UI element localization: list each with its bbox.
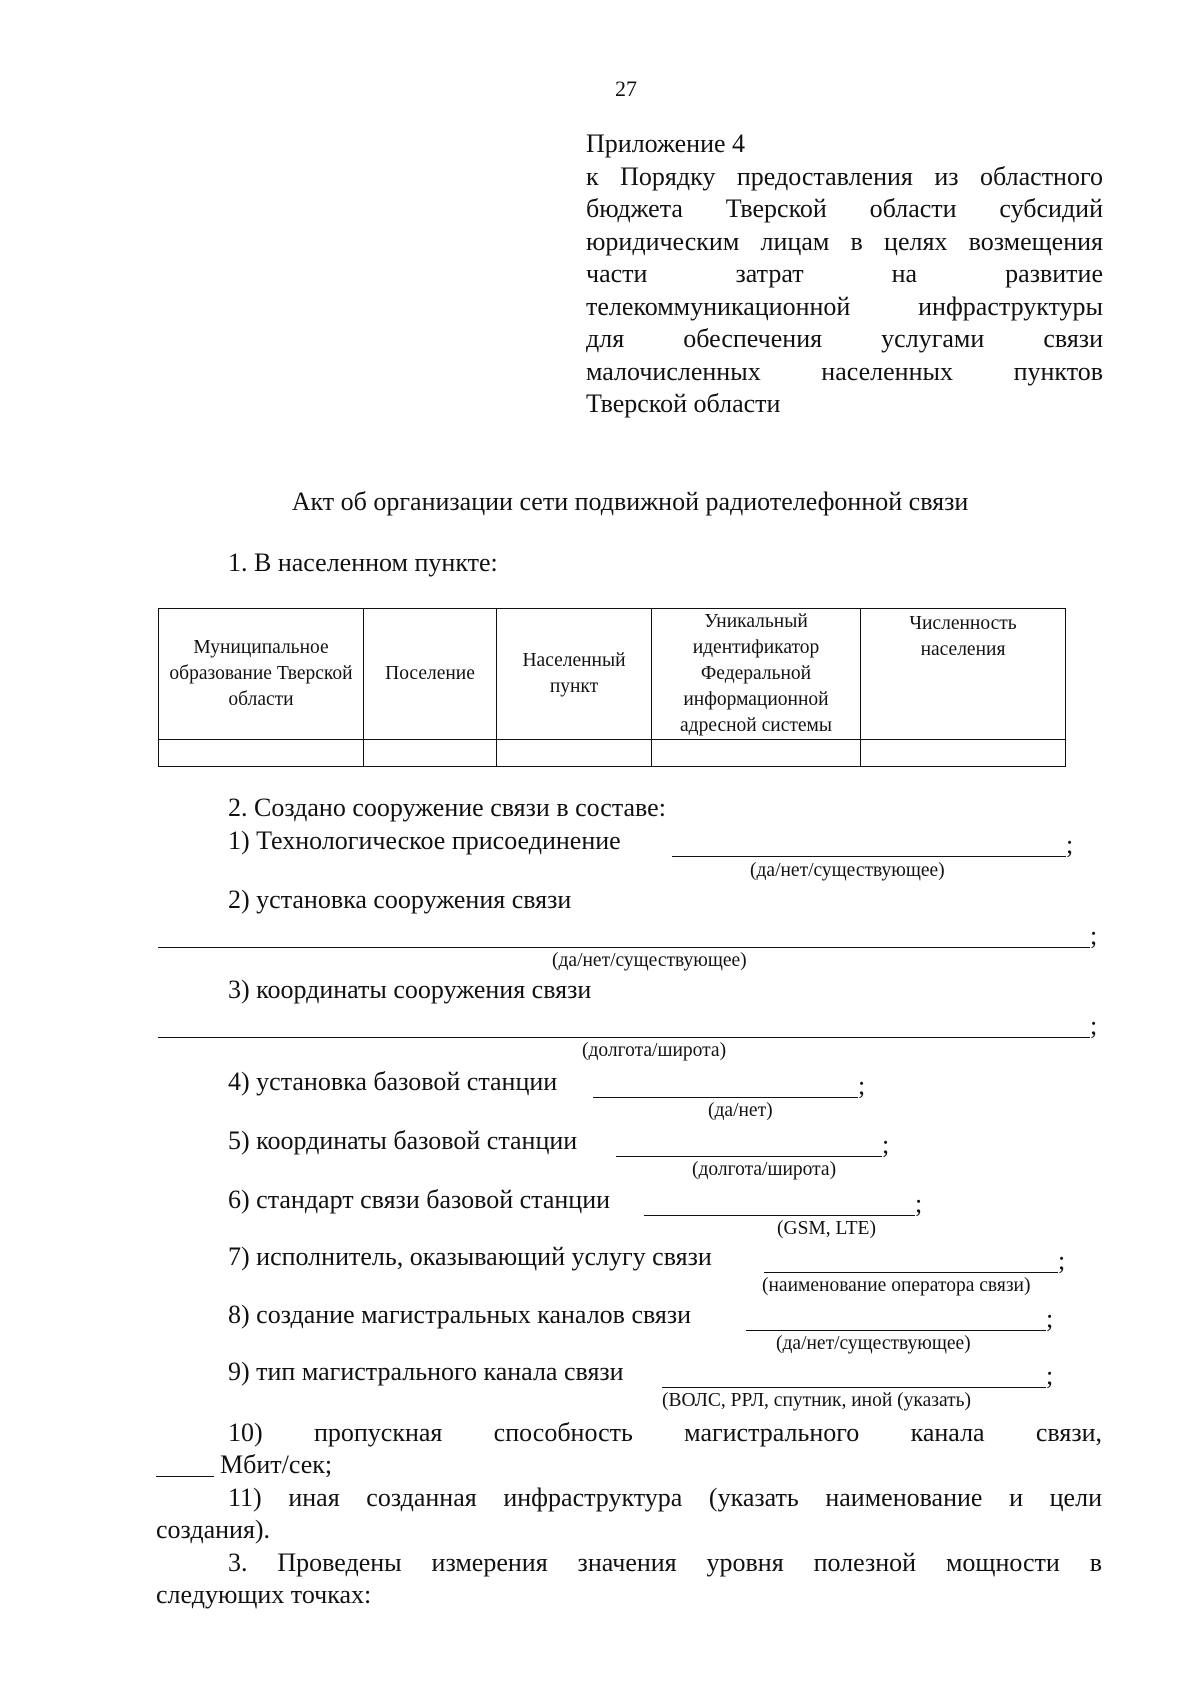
table-header-cell: Поселение [364,609,497,740]
item-4-caption: (да/нет) [708,1100,773,1121]
appendix-line: телекоммуникационной инфраструктуры [586,291,1103,321]
item-10-line-1: 10) пропускная способность магистрального канала связи, [228,1418,1102,1447]
item-9-caption: (ВОЛС, РРЛ, спутник, иной (указать) [662,1390,972,1411]
appendix-line: юридическим лицам в целях возмещения [586,226,1103,256]
semicolon: ; [915,1189,923,1218]
item-8-caption: (да/нет/существующее) [776,1333,971,1354]
item-1-fill-line[interactable] [672,856,1066,857]
item-2-label: 2) установка сооружения связи [228,885,572,914]
appendix-header [586,128,1103,421]
semicolon: ; [1066,830,1074,859]
item-5-fill-line[interactable] [616,1156,882,1157]
section-2-heading: 2. Создано сооружение связи в составе: [228,793,666,822]
item-11-line-1: 11) иная созданная инфраструктура (указать наименование и цели [228,1483,1102,1512]
semicolon: ; [1046,1304,1054,1333]
table-header-row [159,609,1066,740]
item-1-label: 1) Технологическое присоединение [228,826,621,855]
section-3-line-2: следующих точках: [156,1580,372,1609]
appendix-line: для обеспечения услугами связи [586,324,1103,353]
section-1-heading: 1. В населенном пункте: [228,548,498,577]
table-cell[interactable] [497,740,652,767]
semicolon: ; [858,1071,866,1100]
table-cell[interactable] [861,740,1066,767]
appendix-line: малочисленных населенных пунктов [586,356,1103,386]
semicolon: ; [1058,1246,1066,1275]
item-8-label: 8) создание магистральных каналов связи [228,1300,692,1329]
item-3-caption: (долгота/широта) [582,1040,727,1061]
table-row [159,740,1066,767]
item-6-fill-line[interactable] [644,1215,915,1216]
table-header-cell: Населенный пункт [497,609,652,740]
item-11-line-2: создания). [156,1515,271,1544]
item-7-caption: (наименование оператора связи) [762,1275,1031,1296]
appendix-last-line: Тверской области [586,389,781,418]
item-2-caption: (да/нет/существующее) [552,950,747,971]
settlement-table [158,608,1066,767]
item-3-label: 3) координаты сооружения связи [228,975,592,1004]
item-6-caption: (GSM, LTE) [777,1218,876,1239]
table-header-cell: Муниципальное образование Тверской области [159,609,364,740]
appendix-line: бюджета Тверской области субсидий [586,194,1103,223]
appendix-line: части затрат на развитие [586,259,1103,288]
item-7-label: 7) исполнитель, оказывающий услугу связи [228,1242,712,1271]
item-5-caption: (долгота/широта) [692,1159,837,1180]
semicolon: ; [1090,921,1098,950]
semicolon: ; [1046,1361,1054,1390]
item-7-fill-line[interactable] [764,1272,1058,1273]
table-header-cell: Уникальный идентификатор Федеральной информационной адресной системы [652,609,861,740]
semicolon: ; [1090,1011,1098,1040]
item-10-line-2: Мбит/сек; [220,1450,333,1479]
item-4-fill-line[interactable] [593,1097,858,1098]
section-3-line-1: 3. Проведены измерения значения уровня полезной мощности в [228,1548,1102,1577]
item-10-fill-line[interactable] [156,1476,214,1477]
item-6-label: 6) стандарт связи базовой станции [228,1185,611,1214]
item-3-fill-line[interactable] [158,1037,1090,1038]
table-cell[interactable] [652,740,861,767]
item-5-label: 5) координаты базовой станции [228,1126,578,1155]
table-cell[interactable] [364,740,497,767]
item-9-fill-line[interactable] [662,1387,1046,1388]
appendix-line: к Порядку предоставления из областного [586,161,1103,191]
appendix-heading: Приложение 4 [586,129,746,158]
item-4-label: 4) установка базовой станции [228,1067,558,1096]
item-9-label: 9) тип магистрального канала связи [228,1357,624,1386]
semicolon: ; [882,1130,890,1159]
document-title: Акт об организации сети подвижной радиотелефонной связи [291,487,969,516]
item-8-fill-line[interactable] [746,1330,1046,1331]
page-number: 27 [615,76,637,101]
table-header-cell: Численность населения [861,609,1066,740]
item-1-caption: (да/нет/существующее) [750,860,945,881]
item-2-fill-line[interactable] [158,947,1090,948]
table-cell[interactable] [159,740,364,767]
